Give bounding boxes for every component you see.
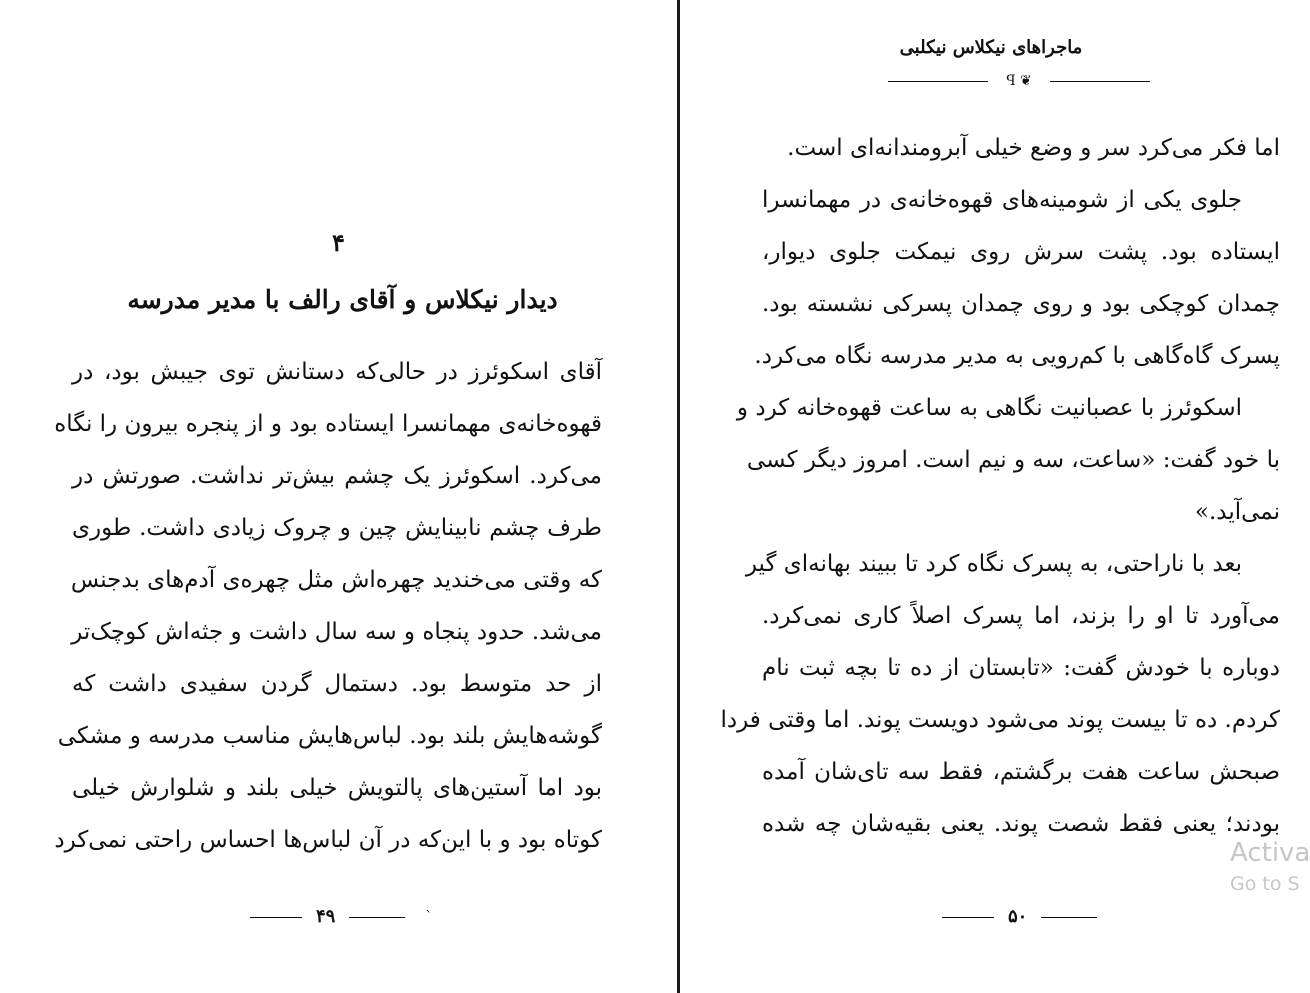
activation-watermark xyxy=(1230,836,1310,906)
text-line: چمدان کوچکی بود و روی چمدان پسرکی نشسته بود. xyxy=(762,291,1280,317)
text-line: بعد با ناراحتی، به پسرک نگاه کرد تا ببیند بهانه‌ای گیر xyxy=(745,551,1242,577)
page-number-right: ۵۰ xyxy=(1008,906,1028,927)
chapter-title: دیدار نیکلاس و آقای رالف با مدیر مدرسه xyxy=(127,285,558,314)
page-number-left: ۴۹ xyxy=(316,906,336,927)
text-line: پسرک گاه‌گاهی با کم‌رویی به مدیر مدرسه نگاه می‌کرد. xyxy=(754,343,1280,369)
text-line: گوشه‌هایش بلند بود. لباس‌هایش مناسب مدرسه و مشکی xyxy=(57,723,602,749)
text-line: بود اما آستین‌های پالتویش خیلی بلند و شلوارش خیلی xyxy=(72,775,602,801)
text-line: ایستاده بود. پشت سرش روی نیمکت جلوی دیوار، xyxy=(762,239,1280,265)
footer-rule xyxy=(349,917,405,918)
text-line: از حد متوسط بود. دستمال گردن سفیدی داشت که xyxy=(72,671,602,697)
ornament-rule-line xyxy=(888,81,988,82)
left-page-body xyxy=(54,346,602,866)
text-line: اسکوئرز با عصبانیت نگاهی به ساعت قهوه‌خانه کرد و xyxy=(736,395,1242,421)
text-line: قهوه‌خانه‌ی مهمانسرا ایستاده بود و از پنجره بیرون را نگاه xyxy=(54,411,602,437)
text-line: می‌کرد. اسکوئرز یک چشم بیش‌تر نداشت. صورتش در xyxy=(72,463,602,489)
footer-mark: ` xyxy=(425,909,433,925)
page-footer-right xyxy=(942,902,1097,932)
text-line: طرف چشم نابینایش چین و چروک زیادی داشت. طوری xyxy=(72,515,602,541)
page-footer-left xyxy=(250,902,432,932)
text-line: می‌آورد تا او را بزند، اما پسرک اصلاً کاری نمی‌کرد. xyxy=(762,603,1280,629)
text-line: نمی‌آید.» xyxy=(1194,499,1280,525)
running-head: ماجراهای نیکلاس نیکلبی xyxy=(899,37,1083,58)
text-line: دوباره با خودش گفت: «تابستان از ده تا بچه ثبت نام xyxy=(762,655,1280,681)
watermark-subtitle: Go to S xyxy=(1230,873,1300,895)
ornament-icon: ꟼ ❦ xyxy=(1006,73,1032,89)
footer-rule xyxy=(942,917,994,918)
page-right xyxy=(680,0,1310,993)
chapter-number: ۴ xyxy=(332,228,345,257)
text-line: می‌شد. حدود پنجاه و سه سال داشت و جثه‌اش کوچک‌تر xyxy=(71,619,602,645)
right-page-body xyxy=(720,122,1280,850)
text-line: آقای اسکوئرز در حالی‌که دستانش توی جیبش بود، در xyxy=(72,359,602,385)
text-line: با خود گفت: «ساعت، سه و نیم است. امروز دیگر کسی xyxy=(746,447,1280,473)
footer-rule xyxy=(1041,917,1097,918)
header-ornament xyxy=(888,70,1150,92)
text-line: اما فکر می‌کرد سر و وضع خیلی آبرومندانه‌ای است. xyxy=(787,135,1280,161)
text-line: کوتاه بود و با این‌که در آن لباس‌ها احساس راحتی نمی‌کرد xyxy=(54,827,602,853)
text-line: صبحش ساعت هفت برگشتم، فقط سه تای‌شان آمده xyxy=(762,759,1280,785)
footer-rule xyxy=(250,917,302,918)
watermark-title: Activa xyxy=(1230,838,1310,868)
ornament-rule-line xyxy=(1050,81,1150,82)
text-line: که وقتی می‌خندید چهره‌اش مثل چهره‌ی آدم‌های بدجنس xyxy=(70,567,602,593)
text-line: کردم. ده تا بیست پوند می‌شود دویست پوند. اما وقتی فردا xyxy=(720,707,1280,733)
text-line: جلوی یکی از شومینه‌های قهوه‌خانه‌ی در مهمانسرا xyxy=(762,187,1242,213)
text-line: بودند؛ یعنی فقط شصت پوند. یعنی بقیه‌شان چه شده xyxy=(762,811,1280,837)
